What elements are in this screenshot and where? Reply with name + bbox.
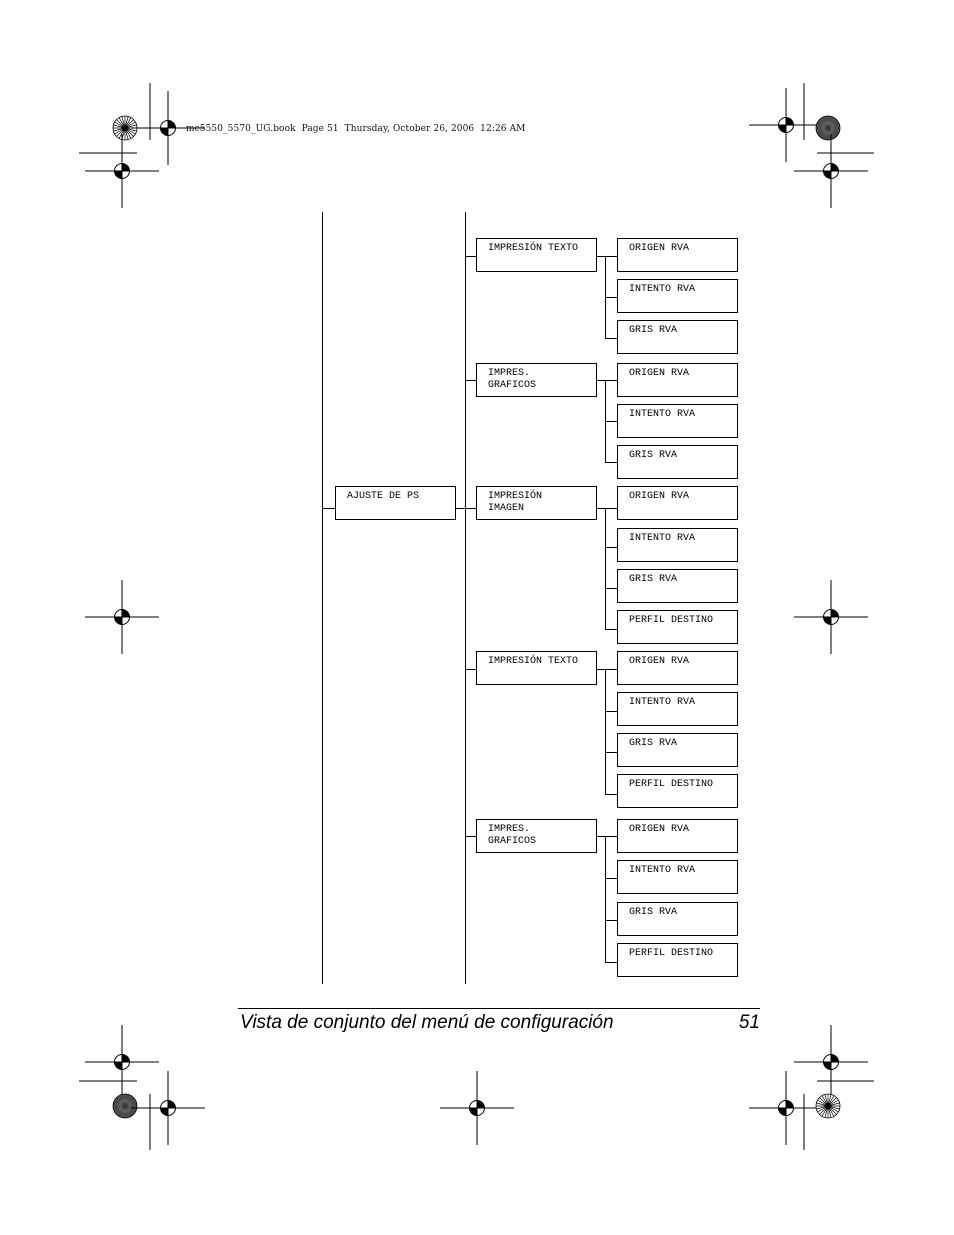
menu-item-gris-rva: GRIS RVA: [617, 445, 738, 479]
menu-item-intento-rva: INTENTO RVA: [617, 404, 738, 438]
menu-item-impres-graficos: IMPRES. GRAFICOS: [476, 363, 597, 397]
menu-item-gris-rva: GRIS RVA: [617, 569, 738, 603]
menu-item-impres-graficos: IMPRES. GRAFICOS: [476, 819, 597, 853]
connector: [465, 669, 476, 670]
menu-item-perfil-destino: PERFIL DESTINO: [617, 943, 738, 977]
connector: [605, 878, 617, 879]
connector: [597, 836, 617, 837]
menu-item-impresion-texto: IMPRESIÓN TEXTO: [476, 651, 597, 685]
connector: [605, 794, 617, 795]
connector: [605, 338, 617, 339]
tree-spine-level1: [322, 212, 323, 984]
footer-rule: [238, 1008, 760, 1009]
menu-item-intento-rva: INTENTO RVA: [617, 279, 738, 313]
menu-item-origen-rva: ORIGEN RVA: [617, 651, 738, 685]
menu-item-ajuste-de-ps: AJUSTE DE PS: [335, 486, 456, 520]
connector: [465, 836, 476, 837]
menu-item-intento-rva: INTENTO RVA: [617, 692, 738, 726]
connector: [605, 547, 617, 548]
connector: [465, 256, 476, 257]
menu-item-impresion-texto: IMPRESIÓN TEXTO: [476, 238, 597, 272]
connector: [605, 669, 606, 794]
menu-item-origen-rva: ORIGEN RVA: [617, 486, 738, 520]
connector: [605, 629, 617, 630]
connector: [605, 836, 606, 962]
connector: [597, 256, 617, 257]
menu-item-origen-rva: ORIGEN RVA: [617, 819, 738, 853]
menu-item-intento-rva: INTENTO RVA: [617, 528, 738, 562]
page-number: 51: [738, 1012, 760, 1033]
menu-item-gris-rva: GRIS RVA: [617, 902, 738, 936]
connector: [605, 752, 617, 753]
connector: [605, 962, 617, 963]
connector: [605, 711, 617, 712]
menu-item-impresion-imagen: IMPRESIÓN IMAGEN: [476, 486, 597, 520]
tree-spine-level2: [465, 212, 466, 984]
connector: [597, 669, 617, 670]
connector: [605, 421, 617, 422]
menu-item-gris-rva: GRIS RVA: [617, 733, 738, 767]
connector: [322, 508, 335, 509]
menu-item-gris-rva: GRIS RVA: [617, 320, 738, 354]
connector: [605, 462, 617, 463]
menu-item-intento-rva: INTENTO RVA: [617, 860, 738, 894]
connector: [456, 508, 476, 509]
connector: [465, 380, 476, 381]
connector: [597, 380, 617, 381]
connector: [605, 508, 606, 629]
connector: [597, 508, 617, 509]
menu-item-perfil-destino: PERFIL DESTINO: [617, 774, 738, 808]
menu-item-origen-rva: ORIGEN RVA: [617, 363, 738, 397]
connector: [605, 588, 617, 589]
footer-title: Vista de conjunto del menú de configuración: [240, 1012, 614, 1033]
connector: [605, 297, 617, 298]
connector: [605, 920, 617, 921]
menu-item-perfil-destino: PERFIL DESTINO: [617, 610, 738, 644]
book-slug-line: mc5550_5570_UG.book Page 51 Thursday, October 26, 2006 12:26 AM: [186, 124, 526, 134]
menu-item-origen-rva: ORIGEN RVA: [617, 238, 738, 272]
